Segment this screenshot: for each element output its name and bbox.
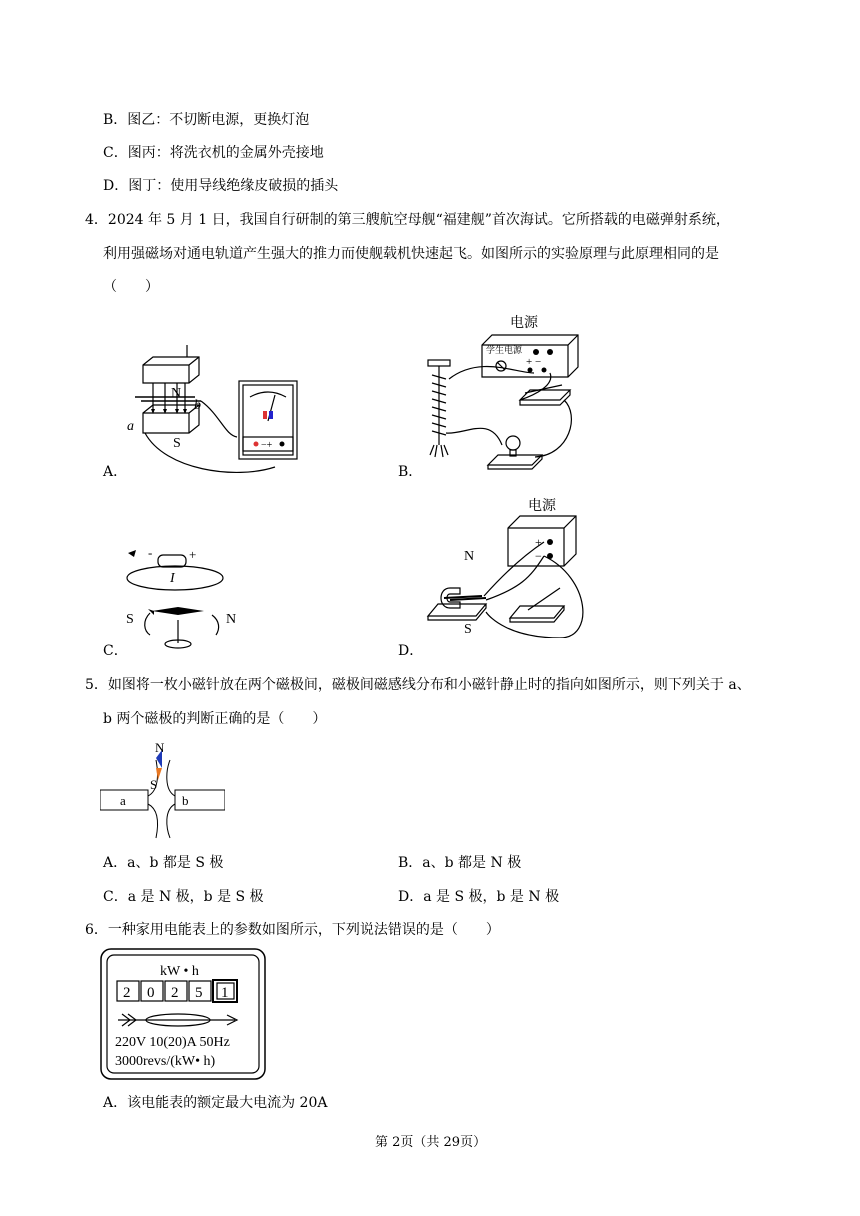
meter-digit-5: 1 <box>221 985 229 1001</box>
q6-option-a: A．该电能表的额定最大电流为 20A <box>103 1095 328 1111</box>
q5-option-d: D．a 是 S 极，b 是 N 极 <box>398 889 560 905</box>
q4-option-c: C． <box>103 643 128 659</box>
q3-option-c: C．图丙：将洗衣机的金属外壳接地 <box>103 145 324 161</box>
fig-c-label-s: S <box>126 612 134 627</box>
q4-stem-line3: （ ） <box>103 279 159 295</box>
q4-stem-line1: 4．2024 年 5 月 1 日，我国自行研制的第三艘航空母舰“福建舰”首次海试。它所搭载的电磁弹射系统， <box>85 212 730 228</box>
fig-a-meter-terminals: −+ <box>261 440 273 451</box>
q5-option-c: C．a 是 N 极，b 是 S 极 <box>103 889 264 905</box>
q5-pole-a: a <box>120 793 126 808</box>
fig-a-label-n: N <box>171 386 182 401</box>
fig-d-minus: − <box>535 549 542 563</box>
meter-spec-line1: 220V 10(20)A 50Hz <box>115 1035 230 1050</box>
fig-c-minus: - <box>148 545 153 560</box>
q5-figure <box>100 740 225 840</box>
fig-a-label-s: S <box>173 436 181 451</box>
fig-c-current: I <box>170 571 175 586</box>
q5-option-b: B．a、b 都是 N 极 <box>398 855 522 871</box>
q4-option-d: D． <box>398 643 424 659</box>
fig-d-label-s: S <box>464 622 472 637</box>
fig-d-power-label: 电源 <box>528 498 556 514</box>
q5-needle-s: S <box>150 777 158 792</box>
q5-stem-line1: 5．如图将一枚小磁针放在两个磁极间，磁极间磁感线分布和小磁针静止时的指向如图所示，则下列关于 a、 <box>85 677 751 693</box>
fig-d-label-n: N <box>464 549 475 564</box>
q3-option-b: B．图乙：不切断电源，更换灯泡 <box>103 112 310 128</box>
fig-c-label-n: N <box>226 612 237 627</box>
q4-option-a: A． <box>103 464 128 480</box>
q4-figure-c <box>120 545 250 650</box>
page-footer: 第 2页（共 29页） <box>375 1135 487 1150</box>
meter-spec-line2: 3000revs/(kW• h) <box>115 1054 216 1069</box>
fig-b-terminals: + − <box>526 356 542 368</box>
q4-figure-d <box>420 488 600 638</box>
fig-b-panel-label: 学生电源 <box>486 346 523 356</box>
meter-digit-1: 2 <box>123 985 131 1001</box>
q6-stem: 6．一种家用电能表上的参数如图所示，下列说法错误的是（ ） <box>85 922 500 938</box>
q4-option-b: B． <box>398 464 423 480</box>
q5-needle-n: N <box>155 740 165 755</box>
q6-energy-meter <box>100 948 266 1080</box>
fig-a-label-b: b <box>194 398 201 413</box>
meter-disc-arrow <box>118 1014 237 1026</box>
fig-d-plus: + <box>535 535 542 549</box>
fig-c-plus: + <box>189 547 197 562</box>
meter-digit-3: 2 <box>171 985 179 1001</box>
q4-stem-line2: 利用强磁场对通电轨道产生强大的推力而使舰载机快速起飞。如图所示的实验原理与此原理相同的是 <box>103 246 719 262</box>
fig-a-label-a: a <box>127 419 134 434</box>
q3-option-d: D．图丁：使用导线绝缘皮破损的插头 <box>103 178 339 194</box>
meter-digit-2: 0 <box>147 985 155 1001</box>
meter-digit-4: 5 <box>195 985 203 1001</box>
q4-figure-a <box>125 345 305 475</box>
meter-unit: kW • h <box>160 964 199 979</box>
q5-stem-line2: b 两个磁极的判断正确的是（ ） <box>103 711 327 727</box>
q5-option-a: A．a、b 都是 S 极 <box>103 855 224 871</box>
q4-figure-b <box>420 305 590 475</box>
fig-b-power-label: 电源 <box>510 315 538 331</box>
q5-pole-b: b <box>182 793 189 808</box>
